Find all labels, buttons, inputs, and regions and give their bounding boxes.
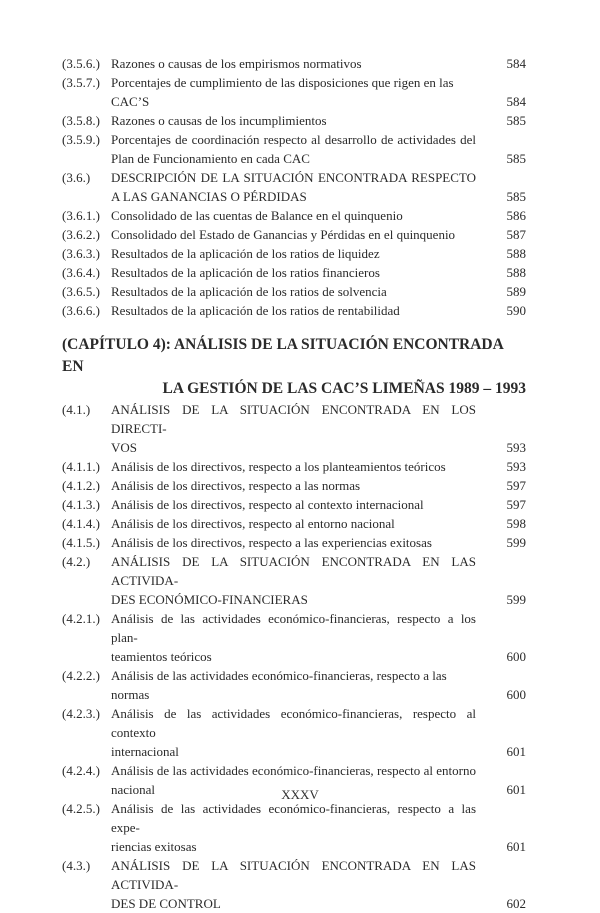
toc-entry-number: (3.6.4.): [62, 265, 100, 280]
toc-entry: [62, 206, 526, 225]
table-of-contents: [62, 54, 526, 913]
toc-entry-page-number: 584: [506, 94, 526, 109]
toc-entry-title-line: internacional: [111, 744, 179, 759]
toc-entry-title: [111, 168, 476, 206]
toc-entry-title: [111, 400, 476, 457]
toc-entry-number: (4.1.3.): [62, 497, 100, 512]
toc-entry-title-line: Razones o causas de los incumplimientos: [111, 113, 327, 128]
toc-entry-title-line: Análisis de las actividades económico-financieras, respecto a las expe-: [111, 801, 476, 835]
toc-entry-title-line: VOS: [111, 440, 138, 455]
toc-entry-title-line: DES ECONÓMICO-FINANCIERAS: [111, 592, 308, 607]
toc-entry-page-number: 586: [506, 208, 526, 223]
toc-entry-page-number: 599: [506, 535, 526, 550]
toc-entry-page-number: 597: [506, 478, 526, 493]
toc-entry-title: [111, 856, 476, 913]
toc-entry-title-line: ANÁLISIS DE LA SITUACIÓN ENCONTRADA EN LAS ACTIVIDA-: [111, 554, 476, 588]
toc-entry-page-number: 590: [506, 303, 526, 318]
toc-entry: [62, 73, 526, 111]
toc-entry-title: [111, 111, 476, 130]
toc-entry-title-line: Resultados de la aplicación de los ratios financieros: [111, 265, 380, 280]
toc-entry-number: (3.6.): [62, 170, 91, 185]
toc-entry-number: (4.1.): [62, 402, 91, 417]
toc-entry-number: (4.1.5.): [62, 535, 100, 550]
toc-entry-page-number: 600: [506, 687, 526, 702]
toc-entry-title-line: Análisis de los directivos, respecto a los planteamientos teóricos: [111, 459, 446, 474]
toc-entry-title: [111, 552, 476, 609]
toc-entry: [62, 54, 526, 73]
toc-entry: [62, 400, 526, 457]
toc-entry-number: (4.2.2.): [62, 668, 100, 683]
toc-entry-title-line: DES DE CONTROL: [111, 896, 221, 911]
toc-entry-title-line: Análisis de los directivos, respecto a las experiencias exitosas: [111, 535, 432, 550]
toc-entry-title-line: Análisis de los directivos, respecto a las normas: [111, 478, 361, 493]
toc-entry: [62, 282, 526, 301]
toc-entry-number: (4.2.): [62, 554, 91, 569]
toc-entry: [62, 476, 526, 495]
toc-entry-page-number: 593: [506, 459, 526, 474]
toc-entry-title: [111, 609, 476, 666]
toc-entry-number: (4.2.5.): [62, 801, 100, 816]
toc-entry-number: (3.6.1.): [62, 208, 100, 223]
chapter-heading-line-1: (CAPÍTULO 4): ANÁLISIS DE LA SITUACIÓN ENCONTRADA EN: [62, 336, 503, 375]
toc-section-3-list: [62, 54, 526, 320]
toc-entry-title-line: Análisis de las actividades económico-financieras, respecto al entorno: [111, 763, 476, 778]
toc-entry-page-number: 585: [506, 113, 526, 128]
toc-entry-number: (4.2.1.): [62, 611, 100, 626]
toc-entry: [62, 301, 526, 320]
toc-entry-title: [111, 73, 476, 111]
toc-entry-number: (4.1.2.): [62, 478, 100, 493]
toc-entry-title: [111, 282, 476, 301]
toc-chapter-4-list: [62, 400, 526, 913]
toc-entry-title: [111, 301, 476, 320]
toc-entry-page-number: 601: [506, 782, 526, 797]
toc-entry-title-line: Resultados de la aplicación de los ratios de rentabilidad: [111, 303, 400, 318]
toc-entry: [62, 495, 526, 514]
toc-entry-title: [111, 244, 476, 263]
toc-entry-title: [111, 666, 476, 704]
toc-entry-number: (3.6.6.): [62, 303, 100, 318]
toc-entry-title: [111, 495, 476, 514]
toc-entry-page-number: 601: [506, 839, 526, 854]
toc-entry-title: [111, 54, 476, 73]
toc-entry-page-number: 601: [506, 744, 526, 759]
toc-entry-page-number: 599: [506, 592, 526, 607]
chapter-heading: [62, 334, 526, 400]
toc-entry-page-number: 584: [506, 56, 526, 71]
toc-entry-title: [111, 263, 476, 282]
toc-entry-number: (3.6.5.): [62, 284, 100, 299]
toc-entry-title: [111, 206, 476, 225]
chapter-heading-line-2: LA GESTIÓN DE LAS CAC’S LIMEÑAS 1989 – 1993: [162, 380, 526, 397]
toc-entry-title: [111, 799, 476, 856]
toc-entry-title-line: ANÁLISIS DE LA SITUACIÓN ENCONTRADA EN LOS DIRECTI-: [111, 402, 476, 436]
toc-entry: [62, 111, 526, 130]
toc-entry-title-line: teamientos teóricos: [111, 649, 212, 664]
toc-entry-page-number: 585: [506, 189, 526, 204]
toc-entry: [62, 856, 526, 913]
toc-entry-title-line: Análisis de las actividades económico-financieras, respecto a los plan-: [111, 611, 476, 645]
toc-entry-number: (4.2.3.): [62, 706, 100, 721]
toc-entry-title-line: Porcentajes de cumplimiento de las disposiciones que rigen en las CAC’S: [111, 75, 454, 109]
toc-entry: [62, 514, 526, 533]
toc-entry-number: (3.5.7.): [62, 75, 100, 90]
toc-entry-title-line: ANÁLISIS DE LA SITUACIÓN ENCONTRADA EN LAS ACTIVIDA-: [111, 858, 476, 892]
toc-entry-number: (3.6.2.): [62, 227, 100, 242]
toc-entry-page-number: 597: [506, 497, 526, 512]
toc-entry-title-line: Análisis de las actividades económico-financieras, respecto al contexto: [111, 706, 476, 740]
toc-entry-title-line: riencias exitosas: [111, 839, 197, 854]
toc-entry-title: [111, 533, 476, 552]
toc-entry-title-line: Plan de Funcionamiento en cada CAC: [111, 151, 310, 166]
toc-entry-title-line: A LAS GANANCIAS O PÉRDIDAS: [111, 189, 307, 204]
toc-entry-page-number: 602: [506, 896, 526, 911]
toc-entry-number: (4.3.): [62, 858, 91, 873]
toc-entry-title: [111, 476, 476, 495]
toc-entry-page-number: 593: [506, 440, 526, 455]
page-folio: XXXV: [281, 787, 319, 802]
toc-entry: [62, 168, 526, 206]
toc-entry: [62, 666, 526, 704]
toc-entry-title-line: Resultados de la aplicación de los ratios de liquidez: [111, 246, 380, 261]
toc-entry: [62, 263, 526, 282]
toc-entry-title-line: Porcentajes de coordinación respecto al desarrollo de actividades del: [111, 132, 476, 147]
toc-entry: [62, 799, 526, 856]
toc-entry: [62, 704, 526, 761]
toc-entry-page-number: 600: [506, 649, 526, 664]
toc-entry-page-number: 588: [506, 265, 526, 280]
toc-entry-title-line: Razones o causas de los empirismos normativos: [111, 56, 362, 71]
toc-entry-number: (4.2.4.): [62, 763, 100, 778]
toc-entry-page-number: 598: [506, 516, 526, 531]
toc-entry: [62, 244, 526, 263]
toc-entry-number: (3.5.8.): [62, 113, 100, 128]
toc-entry-number: (3.6.3.): [62, 246, 100, 261]
toc-entry: [62, 130, 526, 168]
toc-entry-title-line: DESCRIPCIÓN DE LA SITUACIÓN ENCONTRADA RESPECTO: [111, 170, 476, 185]
toc-entry: [62, 609, 526, 666]
toc-entry-page-number: 588: [506, 246, 526, 261]
toc-entry-title: [111, 457, 476, 476]
toc-entry-title: [111, 130, 476, 168]
toc-entry: [62, 457, 526, 476]
toc-entry: [62, 533, 526, 552]
toc-entry-page-number: 589: [506, 284, 526, 299]
toc-entry-title-line: Análisis de los directivos, respecto al contexto internacional: [111, 497, 424, 512]
toc-entry-title-line: Resultados de la aplicación de los ratios de solvencia: [111, 284, 387, 299]
toc-entry-number: (3.5.6.): [62, 56, 100, 71]
toc-entry-page-number: 587: [506, 227, 526, 242]
toc-entry-page-number: 585: [506, 151, 526, 166]
toc-entry-title-line: Consolidado del Estado de Ganancias y Pérdidas en el quinquenio: [111, 227, 456, 242]
toc-entry-title: [111, 225, 476, 244]
toc-entry-title-line: Análisis de las actividades económico-financieras, respecto a las normas: [111, 668, 447, 702]
toc-entry-number: (3.5.9.): [62, 132, 100, 147]
toc-entry: [62, 552, 526, 609]
toc-entry-number: (4.1.4.): [62, 516, 100, 531]
toc-entry-title: [111, 704, 476, 761]
toc-entry: [62, 225, 526, 244]
toc-entry-title-line: nacional: [111, 782, 156, 797]
toc-entry-number: (4.1.1.): [62, 459, 100, 474]
toc-entry-title-line: Análisis de los directivos, respecto al entorno nacional: [111, 516, 395, 531]
toc-entry-title: [111, 514, 476, 533]
toc-entry-title-line: Consolidado de las cuentas de Balance en el quinquenio: [111, 208, 403, 223]
